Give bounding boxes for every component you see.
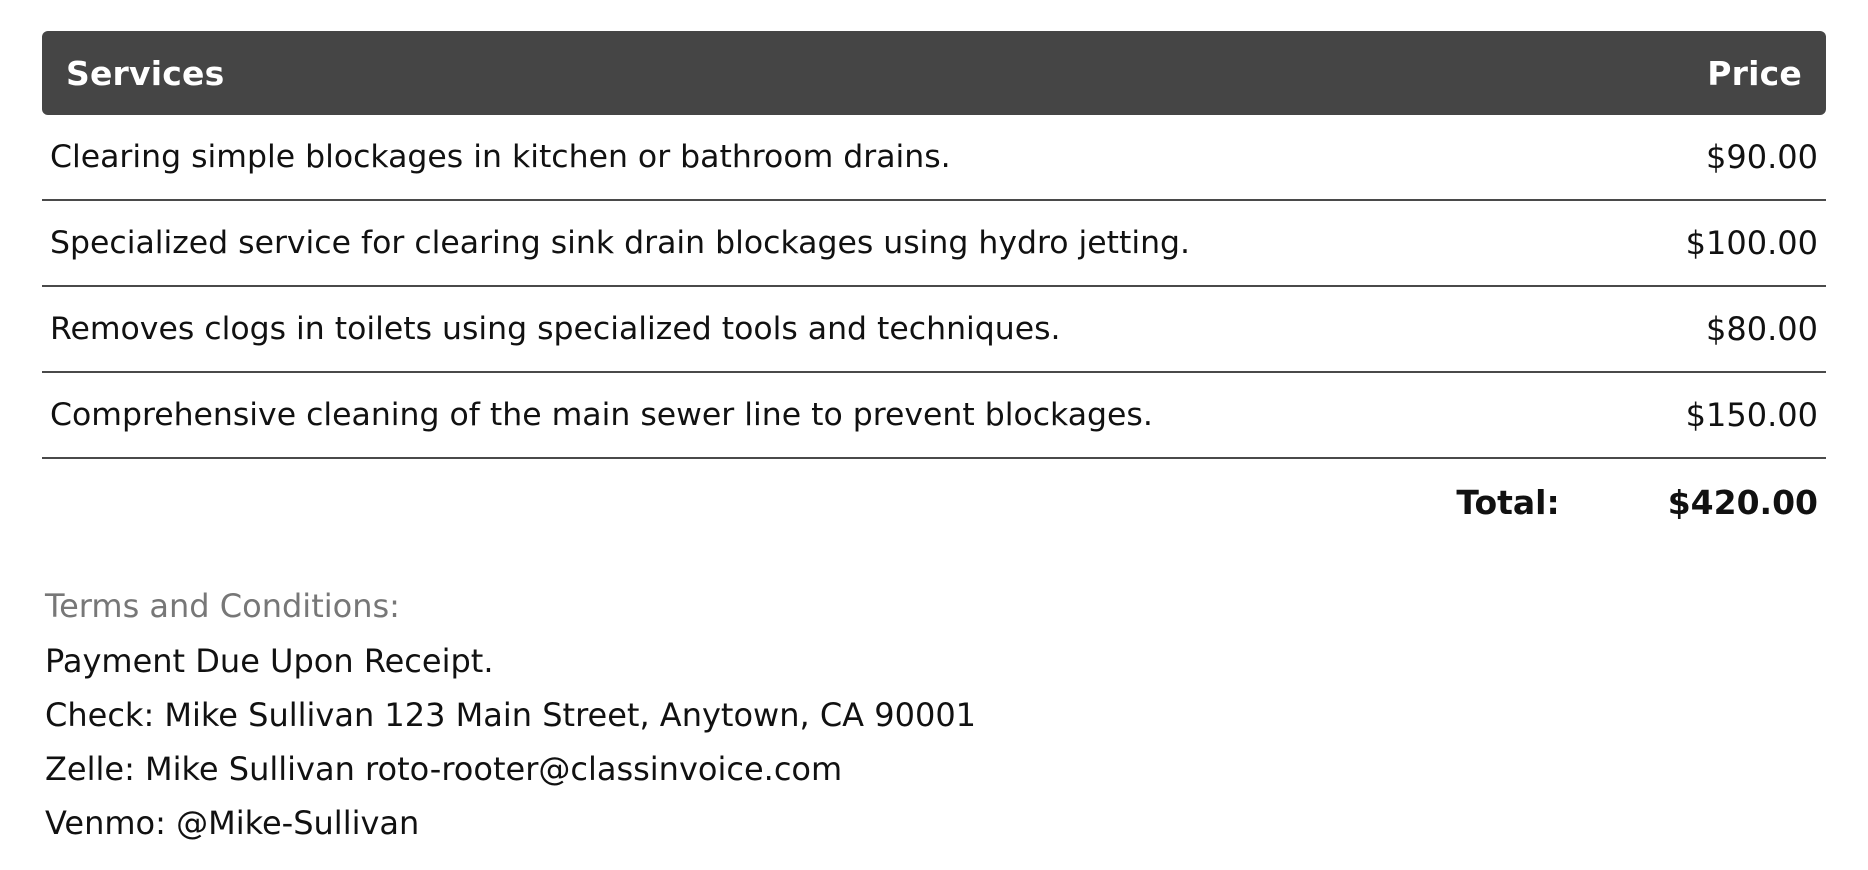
total-row <box>42 459 1826 545</box>
service-price: $90.00 <box>1706 138 1818 176</box>
table-row <box>42 115 1826 201</box>
service-price: $80.00 <box>1706 310 1818 348</box>
table-row <box>42 373 1826 459</box>
terms-section <box>45 580 976 850</box>
terms-check-info: Check: Mike Sullivan 123 Main Street, Anytown, CA 90001 <box>45 696 977 734</box>
table-row <box>42 201 1826 287</box>
service-description: Removes clogs in toilets using specialized tools and techniques. <box>50 311 1061 347</box>
total-amount: $420.00 <box>1667 482 1818 522</box>
table-row <box>42 287 1826 373</box>
service-description: Specialized service for clearing sink drain blockages using hydro jetting. <box>50 225 1191 261</box>
table-header <box>42 31 1826 115</box>
terms-zelle-info: Zelle: Mike Sullivan roto-rooter@classinvoice.com <box>45 750 843 788</box>
total-label: Total: <box>1456 482 1560 522</box>
services-column-header: Services <box>66 53 225 93</box>
terms-title: Terms and Conditions: <box>45 587 400 625</box>
service-price: $100.00 <box>1685 224 1818 262</box>
service-description: Clearing simple blockages in kitchen or bathroom drains. <box>50 139 951 175</box>
terms-venmo-info: Venmo: @Mike-Sullivan <box>45 804 420 842</box>
service-price: $150.00 <box>1685 396 1818 434</box>
services-table <box>42 31 1826 545</box>
price-column-header: Price <box>1707 53 1802 93</box>
terms-payment-due: Payment Due Upon Receipt. <box>45 642 494 680</box>
service-description: Comprehensive cleaning of the main sewer line to prevent blockages. <box>50 397 1153 433</box>
